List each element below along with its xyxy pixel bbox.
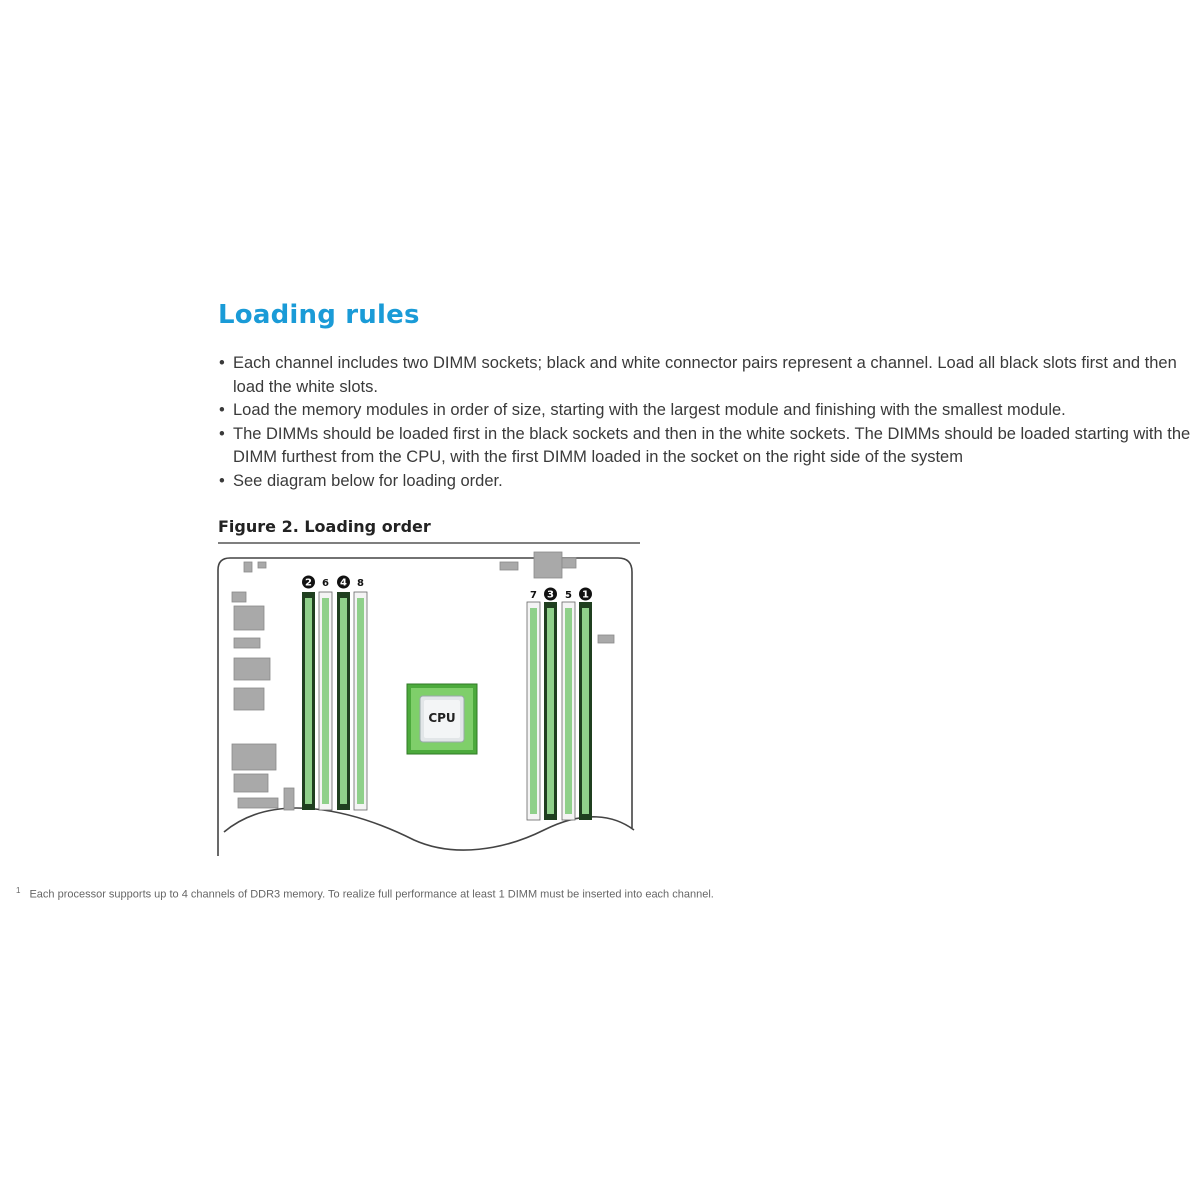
slot-number-4: 4 [340,577,347,589]
section-title: Loading rules [218,300,420,330]
footnote [16,886,714,901]
cpu-chip [407,684,477,754]
figure-caption: Figure 2. Loading order [218,517,431,536]
list-item: • Each channel includes two DIMM sockets; black and white connector pairs represent a channel. Load all black slots first and then load the white slots. [218,352,1193,399]
list-item: • Load the memory modules in order of size, starting with the largest module and finishing with the smallest module. [218,399,1193,423]
motherboard-diagram [214,540,644,860]
list-item: • The DIMMs should be loaded first in the black sockets and then in the white sockets. The DIMMs should be loaded starting with the DIMM furthest from the CPU, with the first DIMM loaded in the socket on the right side of the system [218,423,1193,470]
loading-rules-list [218,352,1193,493]
list-item: • See diagram below for loading order. [218,470,1193,494]
slot-number-3: 3 [547,589,554,601]
dimm-slot-group-right [527,602,592,820]
slot-number-8: 8 [357,578,364,589]
slot-number-1: 1 [582,589,589,601]
cpu-label: CPU [428,711,456,725]
slot-number-2: 2 [305,577,312,589]
slot-number-5: 5 [565,590,572,601]
footnote-text: Each processor supports up to 4 channels of DDR3 memory. To realize full performance at least 1 DIMM must be inserted into each channel. [29,888,714,901]
footnote-marker: 1 [16,886,21,895]
slot-number-6: 6 [322,578,329,589]
dimm-slot-group-left [302,592,367,810]
slot-number-7: 7 [530,590,537,601]
